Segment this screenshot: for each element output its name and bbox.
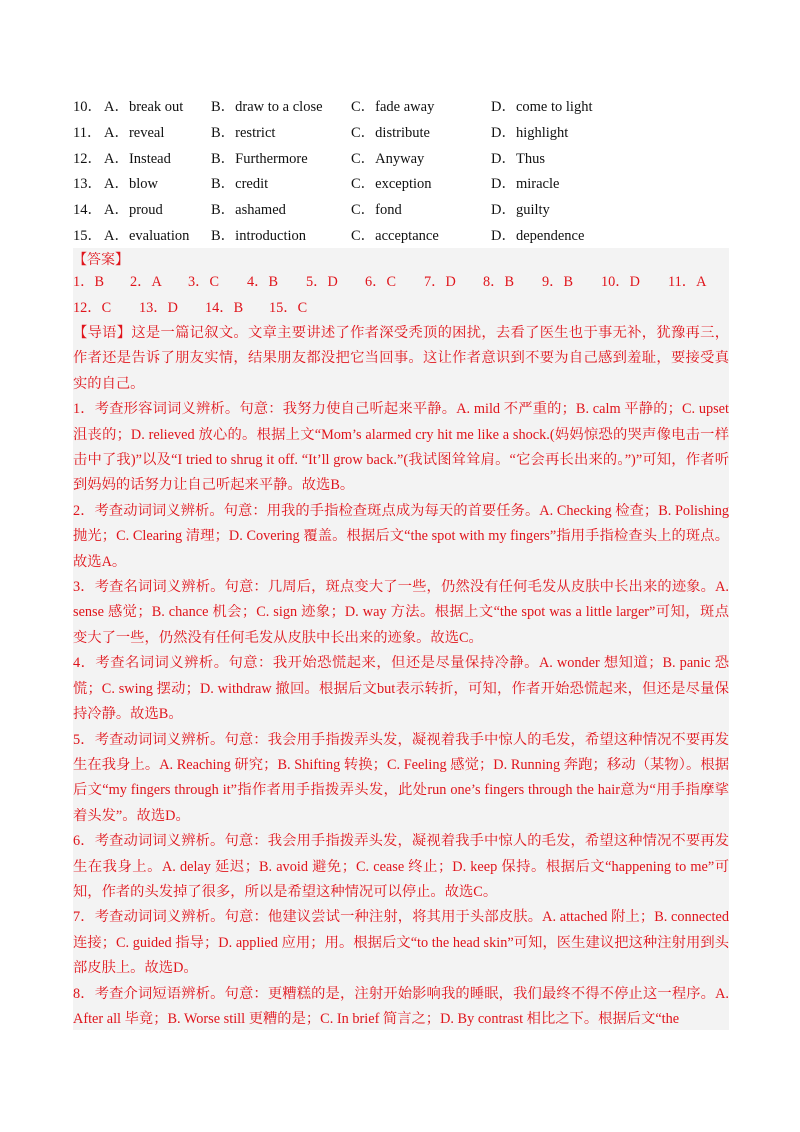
answer-item: 14．B xyxy=(205,300,244,316)
option-d: D．highlight xyxy=(491,124,569,141)
answer-item: 1．B xyxy=(73,274,104,290)
option-b: B．draw to a close xyxy=(211,99,323,115)
explanation-item: 1．考查形容词词义辨析。句意：我努力使自己听起来平静。A. mild 不严重的；B. calm 平静的；C. upset 沮丧的；D. relieved 放心的。根据上文“Mom’s alarmed cry hit me like a shock.(妈妈惊恐的哭声像电击一样击中了我)”以及“I tried to shrug it off. “It’ll grow back.”(我试图耸耸肩。“它会再长出来的。”)”可知，作者听到妈妈的话努力让自己听起来平静。故选B。 xyxy=(73,401,729,494)
option-d: D．come to light xyxy=(491,99,593,115)
answer-heading: 【答案】 xyxy=(73,252,129,268)
option-c: C．fond xyxy=(351,202,402,219)
question-row xyxy=(73,147,733,173)
question-number: 14． xyxy=(73,202,102,219)
explanation-item: 4．考查名词词义辨析。句意：我开始恐慌起来，但还是尽量保持冷静。A. wonder 想知道；B. panic 恐慌；C. swing 摆动；D. withdraw 撤回。根据后文but表示转折，可知，作者开始恐慌起来，但还是尽量保持冷静。故选B。 xyxy=(73,655,729,723)
option-c: C．acceptance xyxy=(351,227,439,244)
question-number: 13． xyxy=(73,176,102,193)
explanation-text xyxy=(73,321,729,1032)
option-b: B．ashamed xyxy=(211,202,286,219)
option-a: A．evaluation xyxy=(104,227,190,244)
answer-item: 7．D xyxy=(424,274,456,290)
option-b: B．introduction xyxy=(211,227,307,244)
question-row xyxy=(73,198,733,224)
question-row xyxy=(73,224,733,250)
answer-item: 9．B xyxy=(542,274,573,290)
answer-item: 13．D xyxy=(139,300,178,316)
explanation-item: 5．考查动词词义辨析。句意：我会用手指拨弄头发，凝视着我手中惊人的毛发，希望这种情况不要再发生在我身上。A. Reaching 研究；B. Shifting 转换；C. Feeling 感觉；D. Running 奔跑；移动（某物）。根据后文“my fingers through it”指作者用手指拨弄头发，此处run one’s fingers through the hair意为“用手指摩挲着头发”。故选D。 xyxy=(73,731,729,824)
option-b: B．restrict xyxy=(211,124,276,141)
option-a: A．break out xyxy=(104,99,184,115)
option-c: C．distribute xyxy=(351,124,430,141)
question-row xyxy=(73,95,733,121)
question-number: 11． xyxy=(73,124,102,141)
question-row xyxy=(73,121,733,147)
question-options-list xyxy=(73,95,733,250)
question-row xyxy=(73,172,733,198)
explanation-item: 8．考查介词短语辨析。句意：更糟糕的是，注射开始影响我的睡眠，我们最终不得不停止这一程序。A. After all 毕竟；B. Worse still 更糟的是；C. In brief 简言之；D. By contrast 相比之下。根据后文“the xyxy=(73,985,729,1027)
option-d: D．dependence xyxy=(491,227,585,244)
option-b: B．Furthermore xyxy=(211,150,308,167)
answer-item: 3．C xyxy=(188,274,219,290)
answer-section xyxy=(73,248,729,1030)
question-number: 12． xyxy=(73,150,102,167)
question-number: 15． xyxy=(73,227,102,244)
answer-item: 10．D xyxy=(601,274,640,290)
option-a: A．proud xyxy=(104,202,163,219)
option-a: A．Instead xyxy=(104,150,171,167)
option-d: D．Thus xyxy=(491,150,545,167)
option-c: C．exception xyxy=(351,176,432,193)
answer-item: 6．C xyxy=(365,274,396,290)
explanation-item: 2．考查动词词义辨析。句意：用我的手指检查斑点成为每天的首要任务。A. Checking 检查；B. Polishing 抛光；C. Clearing 清理；D. Covering 覆盖。根据后文“the spot with my fingers”指用手指检查头上的斑点。故选A。 xyxy=(73,502,729,570)
explanation-item: 3．考查名词词义辨析。句意：几周后，斑点变大了一些，仍然没有任何毛发从皮肤中长出来的迹象。A. sense 感觉；B. chance 机会；C. sign 迹象；D. way 方法。根据上文“the spot was a little larger”可知，斑点变大了一些，仍然没有任何毛发从皮肤中长出来的迹象。故选C。 xyxy=(73,579,729,646)
option-c: C．fade away xyxy=(351,99,435,115)
answer-item: 2．A xyxy=(130,274,162,290)
answer-item: 5．D xyxy=(306,274,338,290)
option-d: D．guilty xyxy=(491,202,550,219)
answer-item: 8．B xyxy=(483,274,514,290)
explanation-intro: 【导语】这是一篇记叙文。文章主要讲述了作者深受秃顶的困扰，去看了医生也于事无补，犹豫再三，作者还是告诉了朋友实情，结果朋友都没把它当回事。这让作者意识到不要为自己感到羞耻，要接受真实的自己。 xyxy=(73,325,729,392)
option-b: B．credit xyxy=(211,176,269,193)
option-a: A．reveal xyxy=(104,124,165,141)
option-d: D．miracle xyxy=(491,176,560,193)
answer-item: 12．C xyxy=(73,300,112,316)
answer-item: 4．B xyxy=(247,274,278,290)
explanation-item: 6．考查动词词义辨析。句意：我会用手指拨弄头发，凝视着我手中惊人的毛发，希望这种情况不要再发生在我身上。A. delay 延迟；B. avoid 避免；C. cease 终止；D. keep 保持。根据后文“happening to me”可知，作者的头发掉了很多，所以是希望这种情况可以停止。故选C。 xyxy=(73,833,729,900)
answer-item: 11．A xyxy=(668,274,707,290)
option-a: A．blow xyxy=(104,176,158,193)
answer-item: 15．C xyxy=(269,300,308,316)
option-c: C．Anyway xyxy=(351,150,425,167)
question-number: 10． xyxy=(73,99,102,115)
explanation-item: 7．考查动词词义辨析。句意：他建议尝试一种注射，将其用于头部皮肤。A. attached 附上；B. connected 连接；C. guided 指导；D. applied 应用；用。根据后文“to the head skin”可知，医生建议把这种注射用到头部皮肤上。故选D。 xyxy=(73,909,729,977)
